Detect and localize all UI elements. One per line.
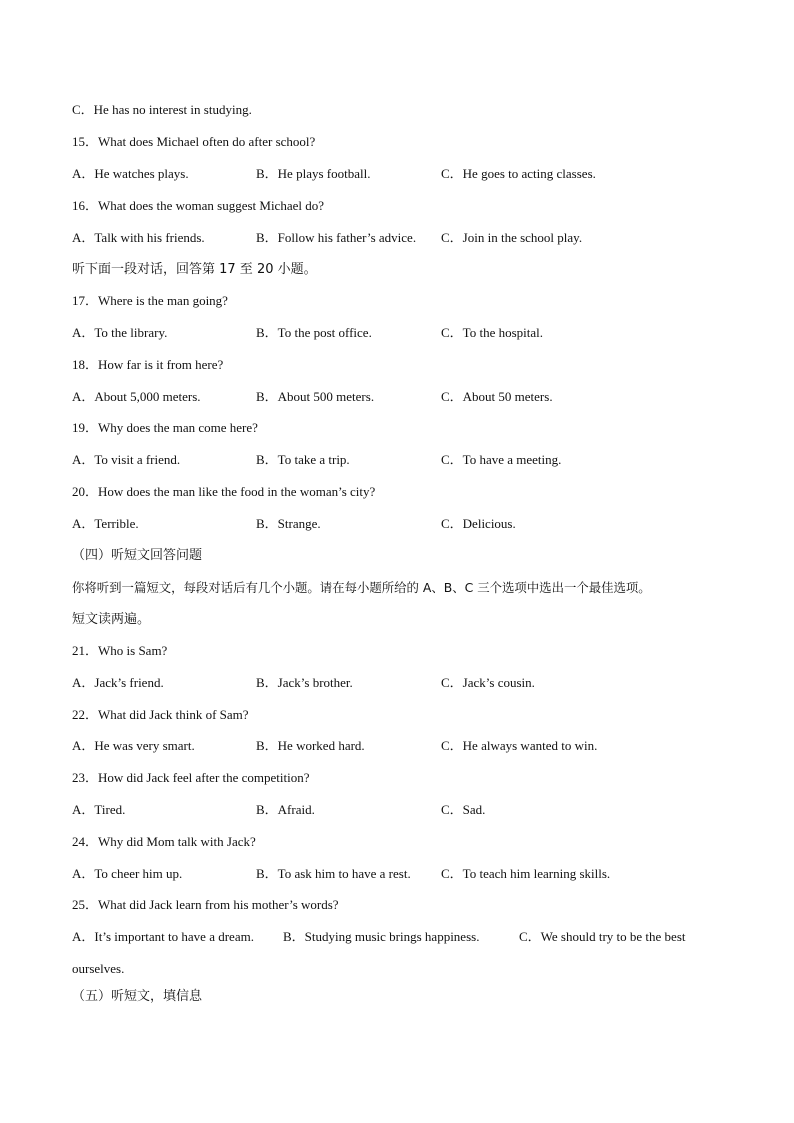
q23-option-c[interactable]: C．Sad.: [441, 802, 486, 817]
q18-question: 18．How far is it from here?: [72, 357, 224, 372]
q23-option-a[interactable]: A．Tired.: [72, 802, 126, 817]
q21-option-a[interactable]: A．Jack’s friend.: [72, 675, 164, 690]
q25-option-b[interactable]: B．Studying music brings happiness.: [283, 929, 480, 944]
q17-option-a[interactable]: A．To the library.: [72, 325, 168, 340]
q20-question: 20．How does the man like the food in the woman’s city?: [72, 484, 376, 499]
q25-option-c-continuation: ourselves.: [72, 961, 125, 976]
q17-question: 17．Where is the man going?: [72, 293, 228, 308]
q19-option-c[interactable]: C．To have a meeting.: [441, 452, 562, 467]
q20-option-c[interactable]: C．Delicious.: [441, 516, 516, 531]
q15-option-c[interactable]: C．He goes to acting classes.: [441, 166, 596, 181]
q24-option-b[interactable]: B．To ask him to have a rest.: [256, 866, 411, 881]
q24-question: 24．Why did Mom talk with Jack?: [72, 834, 256, 849]
section4-heading: （四）听短文回答问题: [72, 548, 203, 563]
q17-option-c[interactable]: C．To the hospital.: [441, 325, 544, 340]
q22-question: 22．What did Jack think of Sam?: [72, 707, 249, 722]
section4-instruction-line2: 短文读两遍。: [72, 612, 151, 627]
q25-option-c[interactable]: C．We should try to be the best: [519, 929, 686, 944]
instruction-17-20: 听下面一段对话，回答第 17 至 20 小题。: [72, 262, 317, 277]
q16-option-b[interactable]: B．Follow his father’s advice.: [256, 230, 417, 245]
q16-option-a[interactable]: A．Talk with his friends.: [72, 230, 205, 245]
q22-option-b[interactable]: B．He worked hard.: [256, 738, 365, 753]
section5-heading: （五）听短文，填信息: [72, 989, 203, 1004]
q22-option-c[interactable]: C．He always wanted to win.: [441, 738, 598, 753]
q16-option-c[interactable]: C．Join in the school play.: [441, 230, 583, 245]
q21-question: 21．Who is Sam?: [72, 643, 168, 658]
q18-option-a[interactable]: A．About 5,000 meters.: [72, 389, 201, 404]
q19-option-b[interactable]: B．To take a trip.: [256, 452, 350, 467]
q18-option-b[interactable]: B．About 500 meters.: [256, 389, 375, 404]
q14-option-c: C．He has no interest in studying.: [72, 102, 252, 117]
q25-question: 25．What did Jack learn from his mother’s words?: [72, 897, 339, 912]
q15-option-a[interactable]: A．He watches plays.: [72, 166, 189, 181]
q21-option-b[interactable]: B．Jack’s brother.: [256, 675, 353, 690]
q19-question: 19．Why does the man come here?: [72, 420, 258, 435]
q18-option-c[interactable]: C．About 50 meters.: [441, 389, 553, 404]
q20-option-b[interactable]: B．Strange.: [256, 516, 321, 531]
section4-instruction-line1: 你将听到一篇短文，每段对话后有几个小题。请在每小题所给的 A、B、C 三个选项中选出一个最佳选项。: [72, 580, 651, 595]
q17-option-b[interactable]: B．To the post office.: [256, 325, 372, 340]
q22-option-a[interactable]: A．He was very smart.: [72, 738, 195, 753]
q24-option-a[interactable]: A．To cheer him up.: [72, 866, 183, 881]
q21-option-c[interactable]: C．Jack’s cousin.: [441, 675, 535, 690]
q16-question: 16．What does the woman suggest Michael do?: [72, 198, 324, 213]
q15-question: 15．What does Michael often do after school?: [72, 134, 316, 149]
q15-option-b[interactable]: B．He plays football.: [256, 166, 371, 181]
q23-question: 23．How did Jack feel after the competition?: [72, 770, 310, 785]
q24-option-c[interactable]: C．To teach him learning skills.: [441, 866, 611, 881]
q20-option-a[interactable]: A．Terrible.: [72, 516, 139, 531]
q23-option-b[interactable]: B．Afraid.: [256, 802, 315, 817]
q19-option-a[interactable]: A．To visit a friend.: [72, 452, 181, 467]
q25-option-a[interactable]: A．It’s important to have a dream.: [72, 929, 254, 944]
